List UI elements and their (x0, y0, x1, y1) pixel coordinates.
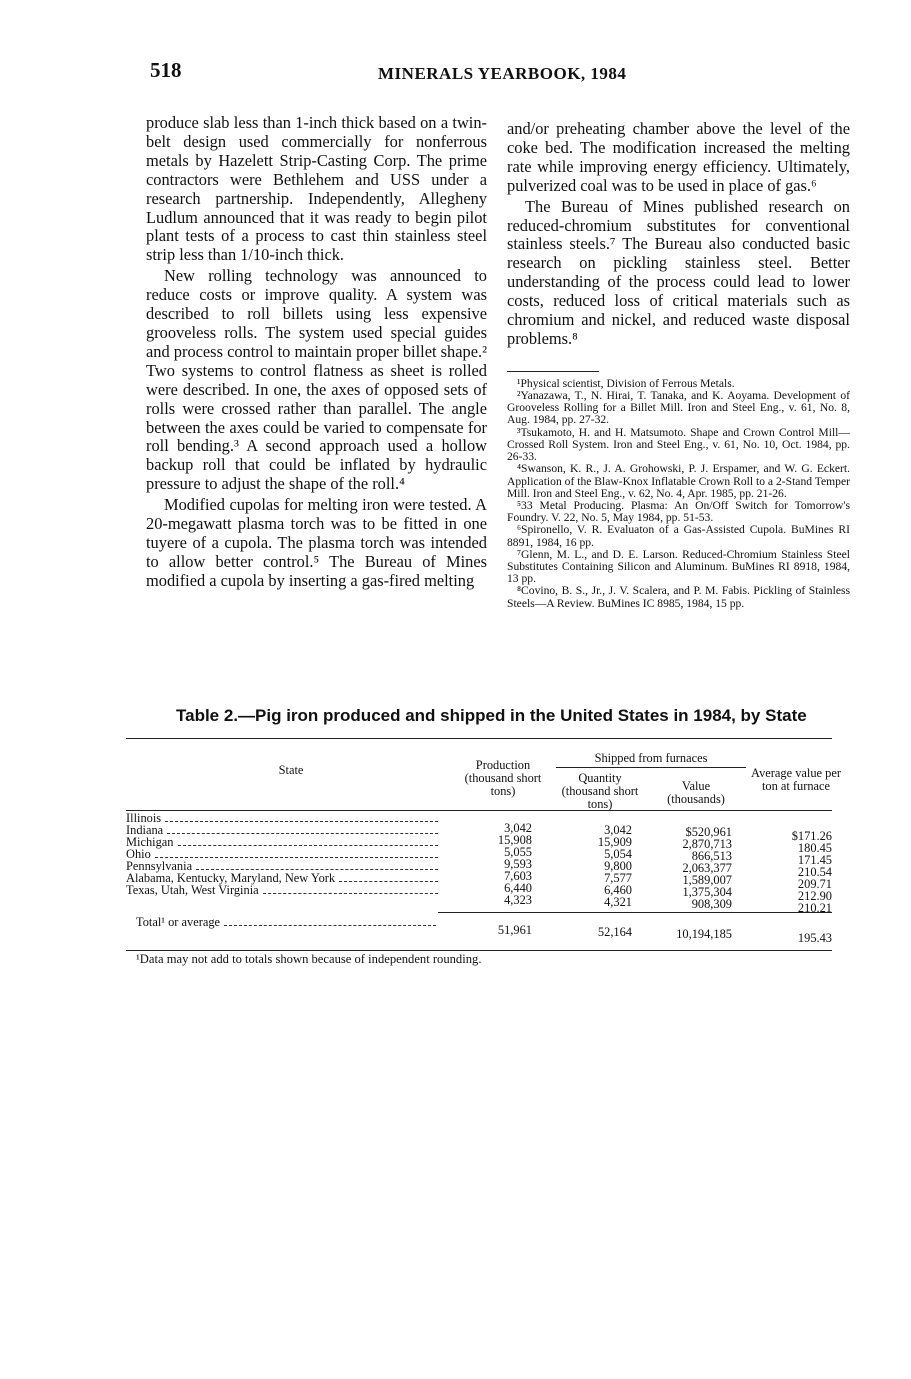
quantity-cell: 6,460 (604, 883, 632, 897)
total-value: 10,194,185 (676, 927, 732, 941)
quantity-cell: 7,577 (604, 871, 632, 885)
quantity-cell: 3,042 (604, 823, 632, 837)
quantity-cell: 5,054 (604, 847, 632, 861)
running-title: MINERALS YEARBOOK, 1984 (378, 64, 627, 83)
footnote: ⁷Glenn, M. L., and D. E. Larson. Reduced-Chromium Stainless Steel Substitutes Containing Silicon and Aluminum. BuMines RI 8918, 1984, 13 pp. (507, 547, 850, 586)
state-cell: Indiana (126, 823, 164, 837)
average-value-cell: 212.90 (797, 889, 832, 903)
average-value-cell: 180.45 (797, 841, 832, 855)
footnote-divider (507, 371, 599, 372)
state-cell: Texas, Utah, West Virginia (126, 883, 259, 897)
footnotes (507, 378, 850, 610)
header-average-value: Average value per ton at furnace (751, 766, 841, 793)
paragraph: and/or preheating chamber above the level of the coke bed. The modification increased the melting rate while improving energy efficiency. Ultimately, pulverized coal was to be used in place of gas.⁶ (507, 119, 850, 195)
state-cell: Pennsylvania (126, 859, 193, 873)
total-average-value: 195.43 (797, 931, 832, 945)
production-cell: 5,055 (504, 845, 532, 859)
paragraph: The Bureau of Mines published research on reduced-chromium substitutes for conventional stainless steels.⁷ The Bureau also conducted basic research on pickling stainless steel. Better understanding of the process could lead to lower costs, reduced loss of critical materials such as chromium and nickel, and reduced waste disposal problems.⁸ (507, 196, 850, 348)
average-value-cell: 210.54 (797, 865, 832, 879)
right-column (507, 120, 850, 610)
header-shipped-from-furnaces: Shipped from furnaces (594, 751, 708, 765)
footnote: ⁵33 Metal Producing. Plasma: An On/Off Switch for Tomorrow's Foundry. V. 22, No. 5, May 1984, pp. 51-53. (507, 498, 850, 525)
state-cell: Illinois (126, 811, 162, 825)
table-bottom-rule (126, 950, 832, 951)
production-cell: 15,908 (497, 833, 532, 847)
left-column (146, 114, 487, 591)
table-top-rule (126, 738, 832, 739)
header-state: State (278, 763, 304, 777)
total-quantity: 52,164 (597, 925, 632, 939)
header-production: Production (thousand short tons) (464, 758, 542, 798)
state-cell: Alabama, Kentucky, Maryland, New York (126, 871, 336, 885)
quantity-cell: 9,800 (604, 859, 632, 873)
footnote: ⁶Spironello, V. R. Evaluaton of a Gas-Assisted Cupola. BuMines RI 8891, 1984, 16 pp. (507, 523, 850, 549)
production-cell: 6,440 (504, 881, 532, 895)
footnote: ³Tsukamoto, H. and H. Matsumoto. Shape and Crown Control Mill—Crossed Roll System. Iron and Steel Eng., v. 61, No. 10, Oct. 1984, pp. 26-33. (507, 425, 850, 464)
footnote: ¹Physical scientist, Division of Ferrous Metals. (517, 376, 735, 390)
footnote: ⁸Covino, B. S., Jr., J. V. Scalera, and P. M. Fabis. Pickling of Stainless Steels—A Review. BuMines IC 8985, 1984, 15 pp. (507, 584, 850, 610)
quantity-cell: 4,321 (604, 895, 632, 909)
average-value-cell: 171.45 (797, 853, 832, 867)
state-cell: Ohio (126, 847, 151, 861)
total-row (126, 916, 436, 929)
table-footnote: ¹Data may not add to totals shown because of independent rounding. (136, 952, 482, 966)
table-title: Table 2.—Pig iron produced and shipped in the United States in 1984, by State (176, 706, 807, 725)
header-quantity: Quantity (thousand short tons) (561, 771, 639, 811)
value-cell: 908,309 (691, 897, 732, 911)
value-cell: 2,870,713 (682, 837, 732, 851)
quantity-cell: 15,909 (597, 835, 632, 849)
header-value: Value (thousands) (667, 779, 725, 806)
footnote: ²Yanazawa, T., N. Hirai, T. Tanaka, and K. Aoyama. Development of Grooveless Rolling for a Billet Mill. Iron and Steel Eng., v. 61, No. 8, Aug. 1984, pp. 27-32. (507, 389, 850, 427)
table-row (126, 884, 438, 897)
average-value-cell: 209.71 (797, 877, 832, 891)
value-cell: 1,375,304 (682, 885, 732, 899)
footnote: ⁴Swanson, K. R., J. A. Grohowski, P. J. Erspamer, and W. G. Eckert. Application of the Blaw-Knox Inflatable Crown Roll to a 2-Stand Temper Mill. Iron and Steel Eng., v. 62, No. 4, Apr. 1985, pp. 21-26. (507, 462, 850, 500)
average-value-cell: 210.21 (797, 901, 832, 915)
average-value-cell: $171.26 (791, 829, 832, 843)
production-cell: 7,603 (504, 869, 532, 883)
shipped-group-rule (556, 767, 746, 768)
total-rule (438, 912, 832, 913)
value-cell: 2,063,377 (682, 861, 732, 875)
total-label: Total¹ or average (136, 915, 221, 929)
value-cell: 866,513 (691, 849, 732, 863)
production-cell: 3,042 (504, 821, 532, 835)
value-cell: 1,589,007 (682, 873, 732, 887)
state-cell: Michigan (126, 835, 174, 849)
total-production: 51,961 (497, 923, 532, 937)
paragraph: produce slab less than 1-inch thick based on a twin-belt design used commercially for nonferrous metals by Hazelett Strip-Casting Corp. The prime contractors were Bethlehem and USS under a research partnership. Independently, Allegheny Ludlum announced that it was ready to begin pilot plant tests of a process to cast thin stainless steel strip less than 1/10-inch thick. (146, 113, 487, 265)
header-bottom-rule (126, 810, 832, 811)
paragraph: Modified cupolas for melting iron were tested. A 20-megawatt plasma torch was to be fitted in one tuyere of a cupola. The plasma torch was intended to allow better control.⁵ The Bureau of Mines modified a cupola by inserting a gas-fired melting (146, 495, 487, 590)
value-cell: $520,961 (685, 825, 732, 839)
page-number: 518 (150, 58, 182, 82)
production-cell: 9,593 (504, 857, 532, 871)
paragraph: New rolling technology was announced to reduce costs or improve quality. A system was described to roll billets using less expensive grooveless rolls. The system used special guides and process control to maintain proper billet shape.² Two systems to control flatness as sheet is rolled were described. In one, the axes of opposed sets of rolls were crossed rather than parallel. The angle between the axes could be varied to compensate for roll bending.³ A second approach used a hollow backup roll that could be inflated by hydraulic pressure to adjust the shape of the roll.⁴ (146, 266, 487, 494)
production-cell: 4,323 (504, 893, 532, 907)
